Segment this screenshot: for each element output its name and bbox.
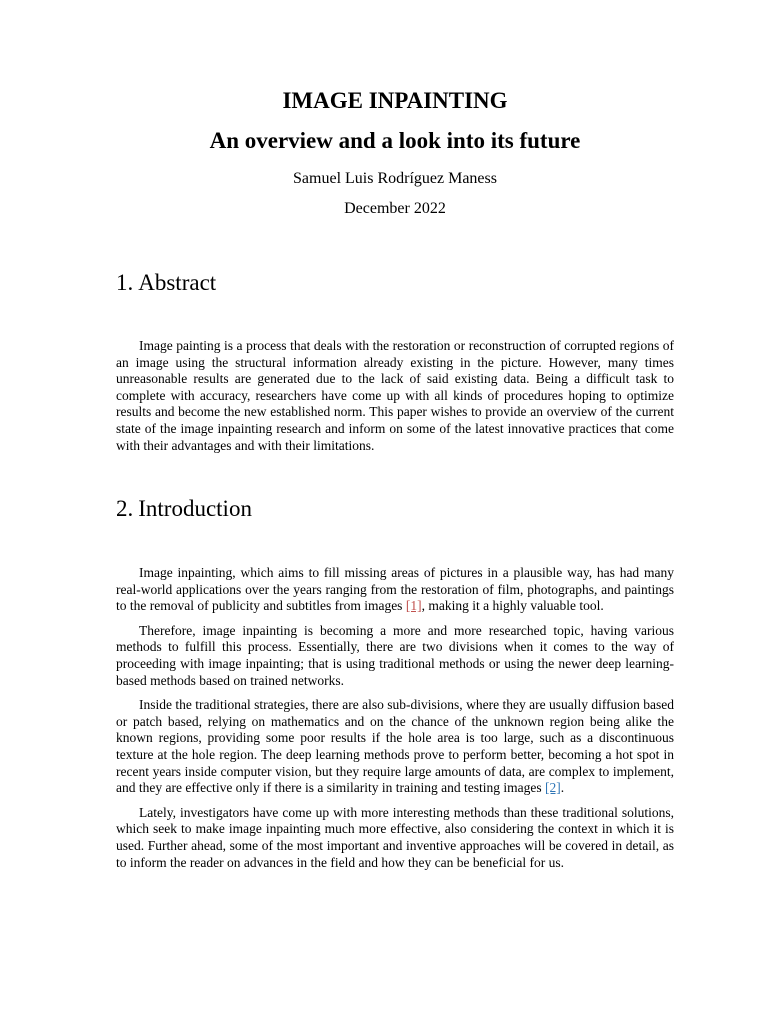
abstract-section xyxy=(116,338,674,462)
introduction-paragraph-2: Therefore, image inpainting is becoming a more and more researched topic, having various methods to fulfill this process. Essentially, there are two divisions when it comes to the way of proceeding with image inpainting; that is using traditional methods or using the newer deep learning-based methods based on trained networks. xyxy=(116,622,674,688)
introduction-number: 2. xyxy=(116,496,134,521)
abstract-number: 1. xyxy=(116,270,134,295)
introduction-paragraph-4: Lately, investigators have come up with more interesting methods than these traditional solutions, which seek to make image inpainting much more effective, also considering the context in which it is used. Further ahead, some of the most important and inventive approaches will be covered in detail, as to inform the reader on advances in the field and how they can be beneficial for us. xyxy=(116,804,674,870)
citation-link-2[interactable]: [2] xyxy=(545,780,561,796)
introduction-p1-end: , making it a highly valuable tool. xyxy=(421,598,604,614)
introduction-paragraph-3 xyxy=(116,697,674,797)
publication-date: December 2022 xyxy=(344,200,446,217)
abstract-heading xyxy=(116,268,674,298)
author-name: Samuel Luis Rodríguez Maness xyxy=(293,170,497,187)
introduction-p1-text: Image inpainting, which aims to fill missing areas of pictures in a plausible way, has had many real-world applications over the years ranging from the restoration of film, photographs, and paintings to the removal of publicity and subtitles from images xyxy=(116,565,674,614)
citation-link-1[interactable]: [1] xyxy=(405,598,422,614)
paper-subtitle: An overview and a look into its future xyxy=(209,128,581,153)
introduction-section xyxy=(116,565,674,879)
introduction-p3-text: Inside the traditional strategies, there are also sub-divisions, where they are usually diffusion based or patch based, relying on mathematics and on the chance of the unknown region being alike the known regions, providing some poor results if the hole area is too large, such as a discontinuous texture at the hole region. The deep learning methods prove to perform better, becoming a hot spot in recent years inside computer vision, but they require large amounts of data, are complex to implement, and they are effective only if there is a similarity in training and testing images xyxy=(116,697,674,796)
paper-title: IMAGE INPAINTING xyxy=(282,88,508,113)
abstract-title: Abstract xyxy=(138,270,217,295)
introduction-paragraph-1 xyxy=(116,565,674,615)
introduction-heading xyxy=(116,494,674,524)
introduction-title: Introduction xyxy=(138,496,252,521)
introduction-p3-end: . xyxy=(560,780,565,796)
abstract-paragraph: Image painting is a process that deals with the restoration or reconstruction of corrupted regions of an image using the structural information already existing in the picture. However, many times unreasonable results are generated due to the lack of said existing data. Being a difficult task to complete with accuracy, researchers have come up with all kinds of procedures hoping to optimize results and become the new established norm. This paper wishes to provide an overview of the current state of the image inpainting research and inform on some of the latest innovative practices that come with their advantages and with their limitations. xyxy=(116,338,674,453)
